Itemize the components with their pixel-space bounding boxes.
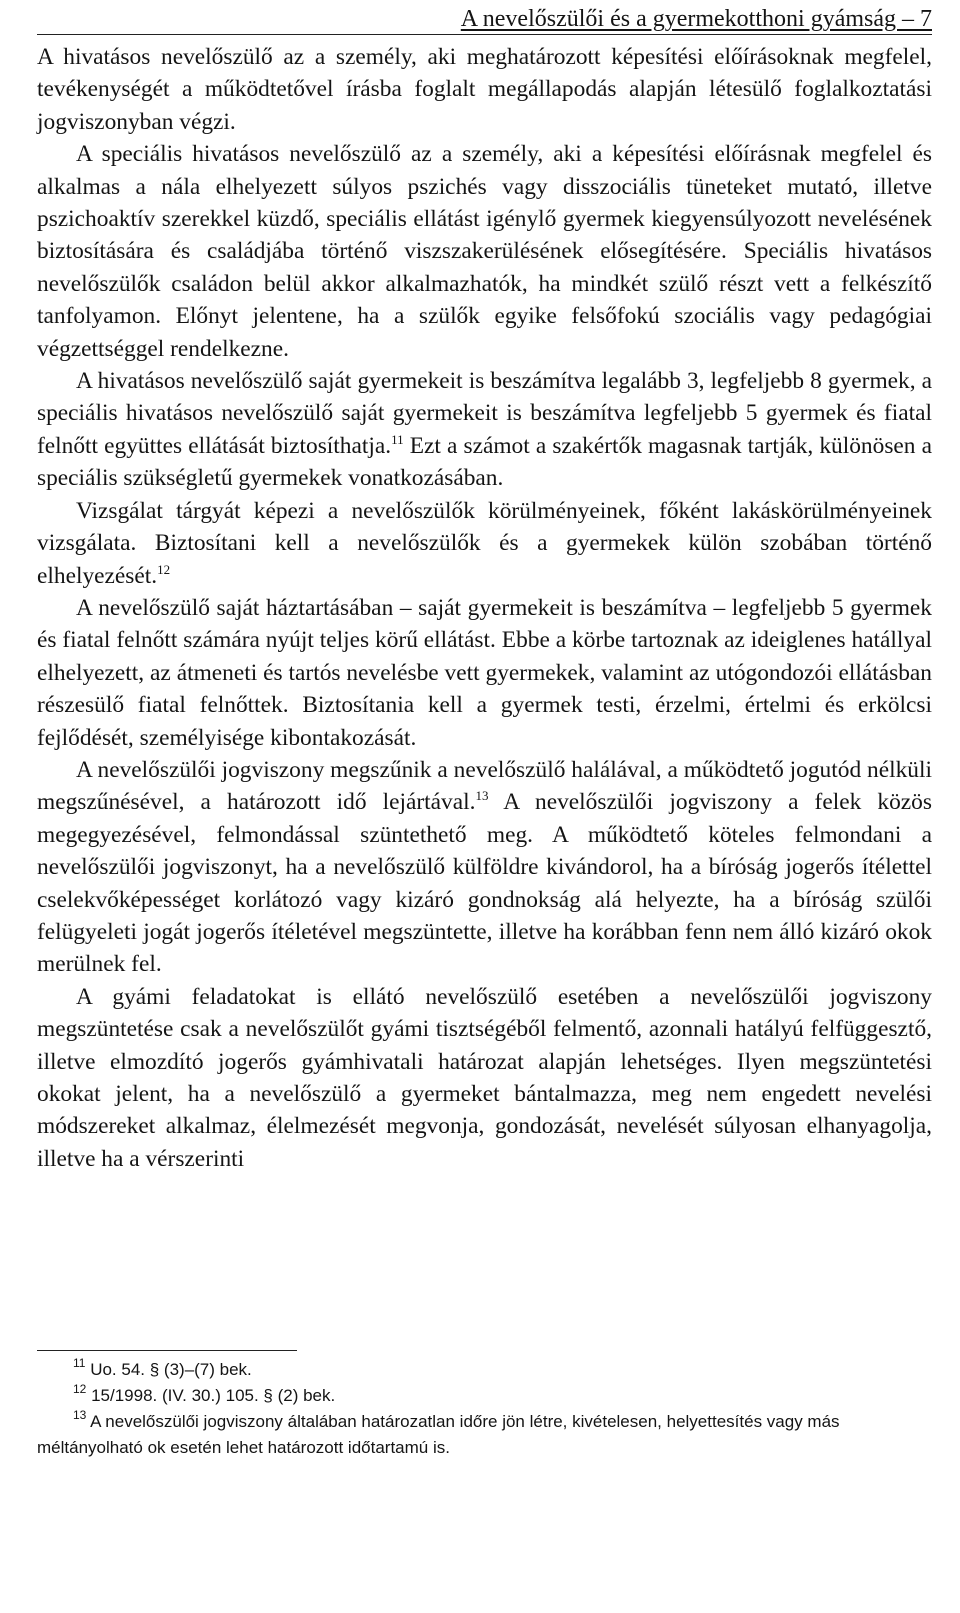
paragraph [37,365,932,495]
paragraph-text: A hivatásos nevelőszülő saját gyermekeit is beszámítva legalább 3, legfeljebb 8 gyermek, a speciális hivatásos nevelőszülő saját gyermekeit is beszámítva legfeljebb 5 gyermek és fiatal felnőtt együttes ellátását biztosíthatja. [37,368,932,459]
footnote-number: 12 [73,1382,87,1396]
paragraph: A hivatásos nevelőszülő az a személy, aki meghatározott képesítési előírásoknak megfelel, tevékenységét a működtetővel írásba foglalt megállapodás alapján létesülő foglalkoztatási jogviszonyban végzi. [37,44,932,135]
body-text [37,41,932,1175]
document-page [37,0,932,1613]
footnote [37,1383,932,1409]
footnote-ref[interactable]: 12 [157,561,171,577]
footnote-text: A nevelőszülői jogviszony általában határozatlan időre jön létre, kivételesen, helyettesítés vagy más méltányolható ok esetén lehet határozott időtartamú is. [37,1412,840,1457]
footnote-text: Uo. 54. § (3)–(7) bek. [90,1360,252,1379]
footnote-text: 15/1998. (IV. 30.) 105. § (2) bek. [91,1386,336,1405]
footnote-ref[interactable]: 11 [391,431,404,447]
paragraph-text: Vizsgálat tárgyát képezi a nevelőszülők körülményeinek, főként lakáskörülményeinek vizsgálata. Biztosítani kell a nevelőszülők és a gyermekek külön szobában történő elhelyezését. [37,497,932,589]
footnote-ref[interactable]: 13 [475,788,489,804]
paragraph: A speciális hivatásos nevelőszülő az a személy, aki a képesítési előírásnak megfelel és alkalmas a nála elhelyezett súlyos pszichés vagy disszociális tüneteket mutató, illetve pszichoaktív szerekkel küzdő, speciális ellátást igénylő gyermek kiegyensúlyozott nevelésének biztosítására és családjába történő viszszakerülésének elősegítésére. Speciális hivatásos nevelőszülők családon belül akkor alkalmazhatók, ha mindkét szülő részt vett a felkészítő tanfolyamon. Előnyt jelentene, ha a szülők egyike felsőfokú szociális vagy pedagógiai végzettséggel rendelkezne. [37,141,932,362]
paragraph [37,495,932,592]
footnotes [37,1357,932,1461]
paragraph: A gyámi feladatokat is ellátó nevelőszülő esetében a nevelőszülői jogviszony megszüntetése csak a nevelőszülőt gyámi tisztségéből felmentő, azonnali hatályú felfüggesztő, illetve elmozdító jogerős gyámhivatali határozat alapján lehetséges. Ilyen megszüntetési okokat jelent, ha a nevelőszülő a gyermeket bántalmazza, meg nem engedett nevelési módszereket alkalmaz, élelmezését megvonja, gondozását, nevelését súlyosan elhanyagolja, illetve ha a vérszerinti [37,983,932,1172]
paragraph-text: A nevelőszülői jogviszony a felek közös megegyezésével, felmondással szüntethető meg. A működtető köteles felmondani a nevelőszülői jogviszonyt, ha a nevelőszülő külföldre kivándorol, ha a bíróság jogerős ítélettel cselekvőképességet korlátozó vagy kizáró gondnokság alá helyezte, ha a bíróság szülői felügyeleti jogát jogerős ítéletével megszüntette, illetve ha korábban fenn nem álló kizáró okok merülnek fel. [37,789,932,978]
paragraph-text: A nevelőszülői jogviszony megszűnik a nevelőszülő halálával, a működtető jogutód nélküli megszűnésével, a határozott idő lejártával. [37,756,932,816]
paragraph: A nevelőszülő saját háztartásában – saját gyermekeit is beszámítva – legfeljebb 5 gyermek és fiatal felnőtt számára nyújt teljes körű ellátást. Ebbe a körbe tartoznak az ideiglenes hatállyal elhelyezett, az átmeneti és tartós nevelésbe vett gyermekek, valamint az utógondozói ellátásban részesülő fiatal felnőttek. Biztosítania kell a gyermek testi, érzelmi, értelmi és erkölcsi fejlődését, személyisége kibontakozását. [37,594,932,751]
footnote-number: 11 [73,1356,86,1370]
footnote [37,1357,932,1383]
paragraph-text: Ezt a számot a szakértők magasnak tartják, különösen a speciális szükségletű gyermekek vonatkozásában. [37,432,932,492]
running-header-title: A nevelőszülői és a gyermekotthoni gyámság – 7 [460,6,932,32]
footnote-number: 13 [73,1408,87,1422]
running-header [37,4,932,35]
footnote [37,1409,932,1461]
paragraph [37,754,932,981]
footnote-divider [37,1350,297,1351]
